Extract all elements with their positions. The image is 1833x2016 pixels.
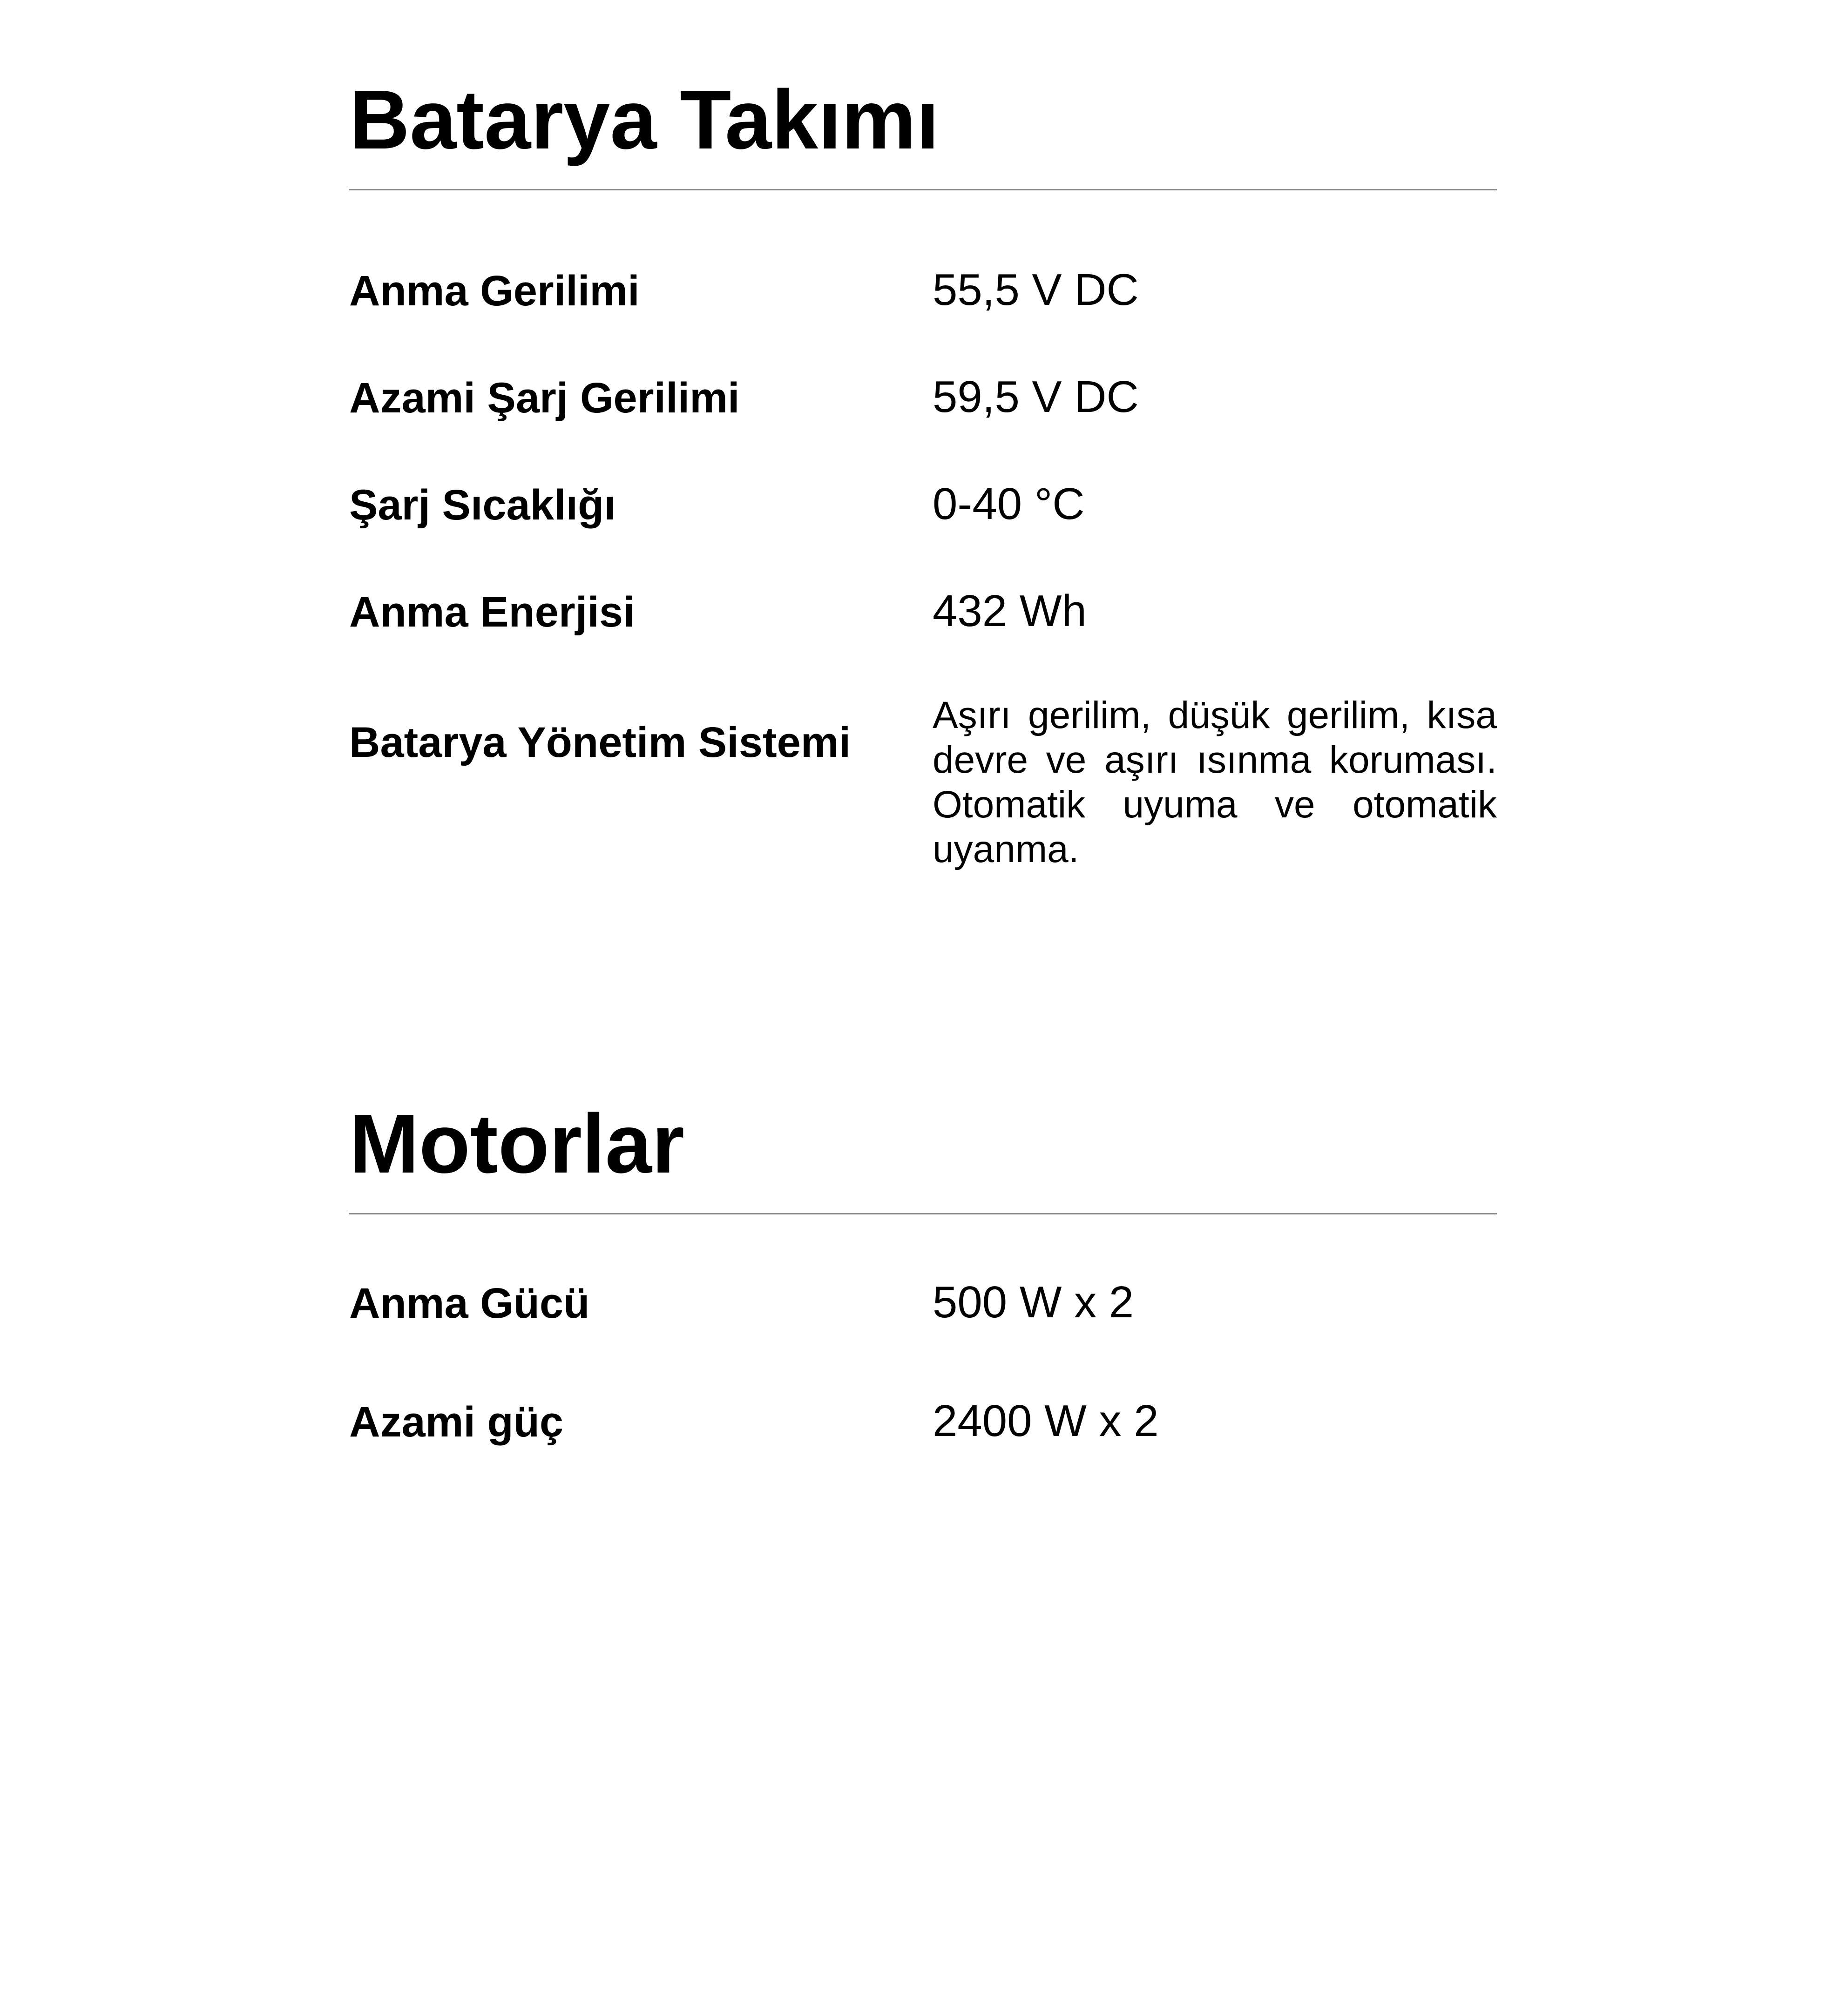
spec-value-rated-power: 500 W x 2 — [933, 1277, 1134, 1327]
battery-pack-section — [349, 65, 1497, 870]
spec-label-rated-energy: Anma Enerjisi — [349, 588, 635, 636]
motors-title: Motorlar — [349, 1097, 684, 1191]
spec-value-charge-temperature: 0-40 °C — [933, 479, 1085, 529]
spec-value-max-charge-voltage: 59,5 V DC — [933, 372, 1139, 422]
motors-section — [349, 1089, 1497, 1446]
spec-value-rated-voltage: 55,5 V DC — [933, 265, 1139, 315]
spec-label-rated-power: Anma Gücü — [349, 1280, 590, 1327]
battery-pack-divider — [349, 189, 1497, 190]
spec-label-rated-voltage: Anma Gerilimi — [349, 267, 640, 315]
spec-label-max-charge-voltage: Azami Şarj Gerilimi — [349, 374, 740, 422]
spec-label-max-power: Azami güç — [349, 1398, 564, 1446]
spec-value-battery-management-system: Aşırı gerilim, düşük gerilim, kısa devre ve aşırı ısınma koruması. Otomatik uyuma ve otomatik uyanma. — [933, 694, 1497, 870]
battery-pack-title: Batarya Takımı — [349, 73, 940, 167]
spec-label-charge-temperature: Şarj Sıcaklığı — [349, 481, 616, 529]
spec-label-battery-management-system: Batarya Yönetim Sistemi — [349, 719, 851, 766]
motors-divider — [349, 1213, 1497, 1214]
spec-value-max-power: 2400 W x 2 — [933, 1396, 1159, 1446]
spec-value-rated-energy: 432 Wh — [933, 586, 1087, 636]
